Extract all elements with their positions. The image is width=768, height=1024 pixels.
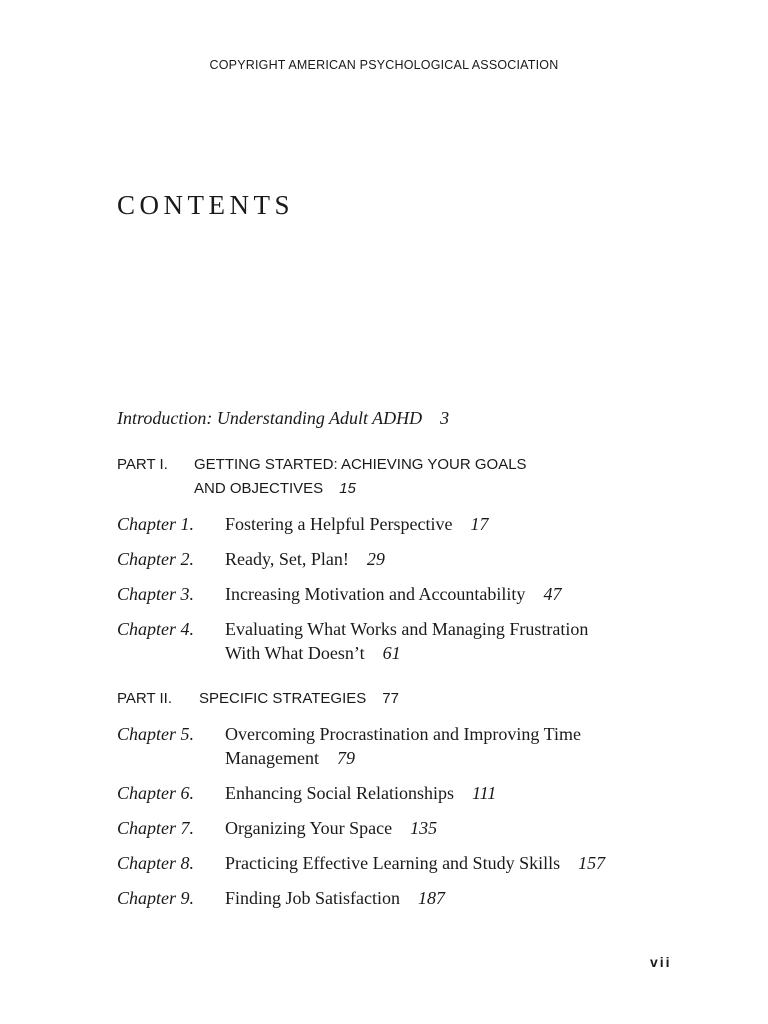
copyright-notice: COPYRIGHT AMERICAN PSYCHOLOGICAL ASSOCIATION: [209, 58, 559, 72]
part-2-title-text: SPECIFIC STRATEGIES: [199, 690, 367, 707]
chapter-title-line: Practicing Effective Learning and Study Skills: [225, 853, 561, 873]
chapter-title: [225, 547, 675, 571]
chapter-title-line-2: Management: [225, 748, 319, 768]
chapter-title-line: Enhancing Social Relationships: [225, 783, 454, 803]
chapter-label: Chapter 9.: [117, 888, 195, 908]
part-1-title: [194, 453, 527, 501]
chapter-title-line: Evaluating What Works and Managing Frustration: [225, 619, 589, 639]
chapter-title: [225, 617, 675, 665]
toc-chapter-8[interactable]: [117, 851, 677, 875]
chapter-page-number: 187: [418, 888, 445, 908]
part-2-title: [199, 687, 399, 711]
intro-title: Introduction: Understanding Adult ADHD: [117, 408, 423, 428]
toc-chapter-6[interactable]: [117, 781, 677, 805]
toc-chapter-5[interactable]: [117, 722, 677, 770]
chapter-title-line: Overcoming Procrastination and Improving Time: [225, 724, 581, 744]
toc-introduction[interactable]: [117, 406, 677, 430]
chapter-title-line-2: With What Doesn’t: [225, 643, 365, 663]
chapter-label: Chapter 6.: [117, 783, 195, 803]
chapter-page-number: 61: [382, 643, 401, 663]
chapter-page-number: 157: [578, 853, 606, 873]
chapter-title: [225, 512, 675, 536]
part-1-title-line-1: GETTING STARTED: ACHIEVING YOUR GOALS: [194, 456, 527, 473]
page-folio: vii: [650, 954, 672, 970]
chapter-title: [225, 722, 675, 770]
chapter-title: [225, 582, 675, 606]
toc-part-1[interactable]: [117, 453, 677, 501]
chapter-title: [225, 886, 675, 910]
chapter-title: [225, 851, 675, 875]
toc-chapter-7[interactable]: [117, 816, 677, 840]
part-2-page-number: 77: [382, 690, 399, 707]
intro-page-number: 3: [440, 408, 450, 428]
chapter-label: Chapter 8.: [117, 853, 195, 873]
chapter-page-number: 29: [366, 549, 385, 569]
toc-part-2[interactable]: [117, 687, 677, 711]
chapter-title-line: Ready, Set, Plan!: [225, 549, 349, 569]
chapter-label: Chapter 7.: [117, 818, 195, 838]
chapter-title-line: Organizing Your Space: [225, 818, 393, 838]
chapter-label: Chapter 2.: [117, 549, 195, 569]
chapter-label: Chapter 5.: [117, 724, 195, 744]
chapter-label: Chapter 3.: [117, 584, 195, 604]
chapter-title-line: Increasing Motivation and Accountability: [225, 584, 526, 604]
part-1-label: PART I.: [117, 456, 168, 473]
chapter-page-number: 79: [336, 748, 355, 768]
chapter-page-number: 111: [471, 783, 497, 803]
chapter-label: Chapter 4.: [117, 619, 195, 639]
toc-chapter-4[interactable]: [117, 617, 677, 665]
toc-chapter-2[interactable]: [117, 547, 677, 571]
chapter-label: Chapter 1.: [117, 514, 195, 534]
chapter-title-line: Finding Job Satisfaction: [225, 888, 400, 908]
chapter-title-line: Fostering a Helpful Perspective: [225, 514, 453, 534]
chapter-page-number: 47: [543, 584, 562, 604]
chapter-page-number: 135: [410, 818, 438, 838]
toc-chapter-9[interactable]: [117, 886, 677, 910]
chapter-page-number: 17: [470, 514, 489, 534]
part-1-title-line-2: AND OBJECTIVES: [194, 480, 324, 497]
page-title: CONTENTS: [117, 190, 294, 220]
chapter-title: [225, 816, 675, 840]
part-1-page-number: 15: [339, 480, 356, 497]
chapter-title: [225, 781, 675, 805]
part-2-label: PART II.: [117, 690, 173, 707]
toc-chapter-1[interactable]: [117, 512, 677, 536]
toc-chapter-3[interactable]: [117, 582, 677, 606]
